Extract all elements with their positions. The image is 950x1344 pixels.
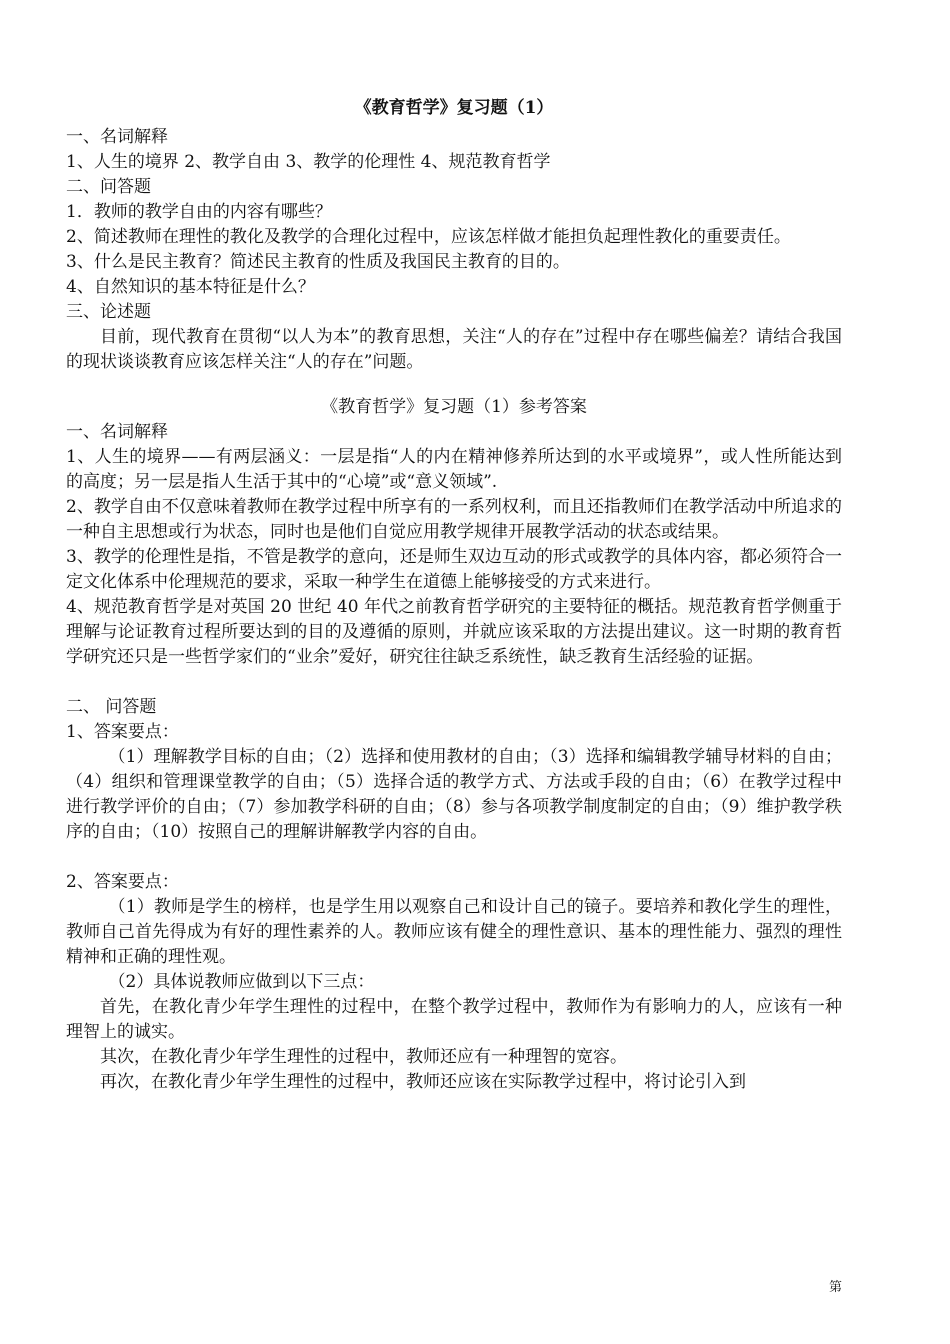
question-1: 1．教师的教学自由的内容有哪些？	[66, 202, 332, 222]
definition-4: 4、规范教育哲学是对英国 20 世纪 40 年代之前教育哲学研究的主要特征的概括。规范教育哲学侧重于理解与论证教育过程所要达到的目的及遵循的原则，并就应该采取的方法提出建议。这一时期的教育哲学研究还只是一些哲学家们的“业余”爱好，研究往往缺乏系统性，缺乏教育生活经验的证据。	[66, 597, 842, 667]
terms-list: 1、人生的境界 2、教学自由 3、教学的伦理性 4、规范教育哲学	[66, 152, 551, 172]
answer-2-paragraph-2: （2）具体说教师应做到以下三点：	[108, 972, 375, 992]
question-4: 4、自然知识的基本特征是什么？	[66, 277, 315, 297]
answer-2-heading: 2、答案要点：	[66, 872, 179, 892]
essay-question: 目前，现代教育在贯彻“以人为本”的教育思想，关注“人的存在”过程中存在哪些偏差？请结合我国的现状谈谈教育应该怎样关注“人的存在”问题。	[66, 327, 842, 372]
document-page	[66, 96, 842, 1095]
definition-1: 1、人生的境界——有两层涵义：一层是指“人的内在精神修养所达到的水平或境界”，或人性所能达到的高度；另一层是指人生活于其中的“心境”或“意义领域”.	[66, 447, 842, 492]
question-2: 2、简述教师在理性的教化及教学的合理化过程中，应该怎样做才能担负起理性教化的重要责任。	[66, 227, 791, 247]
question-3: 3、什么是民主教育？简述民主教育的性质及我国民主教育的目的。	[66, 252, 570, 272]
answer-1-heading: 1、答案要点：	[66, 722, 179, 742]
section-heading-essay: 三、论述题	[66, 302, 151, 322]
section-heading-qa: 二、问答题	[66, 177, 151, 197]
section-heading-terms: 一、名词解释	[66, 127, 168, 147]
answer-section-heading-qa: 二、 问答题	[66, 697, 157, 717]
answer-1-body: （1）理解教学目标的自由；（2）选择和使用教材的自由；（3）选择和编辑教学辅导材料的自由；（4）组织和管理课堂教学的自由；（5）选择合适的教学方式、方法或手段的自由；（6）在教学过程中进行教学评价的自由；（7）参加教学科研的自由；（8）参与各项教学制度制定的自由；（9）维护教学秩序的自由；（10）按照自己的理解讲解教学内容的自由。	[66, 747, 842, 842]
answer-section-heading-terms: 一、名词解释	[66, 422, 168, 442]
questions-title: 《教育哲学》复习题（1）	[354, 98, 554, 118]
spacer	[66, 670, 842, 695]
answer-2-paragraph-3: 首先，在教化青少年学生理性的过程中，在整个教学过程中，教师作为有影响力的人，应该有一种理智上的诚实。	[66, 997, 842, 1042]
answer-2-paragraph-4: 其次，在教化青少年学生理性的过程中，教师还应有一种理智的宽容。	[100, 1047, 627, 1067]
answers-title: 《教育哲学》复习题（1）参考答案	[321, 397, 587, 417]
spacer	[66, 845, 842, 870]
page-number: 第	[829, 1280, 843, 1295]
definition-2: 2、教学自由不仅意味着教师在教学过程中所享有的一系列权利，而且还指教师们在教学活动中所追求的一种自主思想或行为状态，同时也是他们自觉应用教学规律开展教学活动的状态或结果。	[66, 497, 842, 542]
definition-3: 3、教学的伦理性是指，不管是教学的意向，还是师生双边互动的形式或教学的具体内容，都必须符合一定文化体系中伦理规范的要求，采取一种学生在道德上能够接受的方式来进行。	[66, 547, 842, 592]
answer-2-paragraph-5: 再次，在教化青少年学生理性的过程中，教师还应该在实际教学过程中，将讨论引入到	[100, 1072, 746, 1092]
answer-2-paragraph-1: （1）教师是学生的榜样，也是学生用以观察自己和设计自己的镜子。要培养和教化学生的理性，教师自己首先得成为有好的理性素养的人。教师应该有健全的理性意识、基本的理性能力、强烈的理性精神和正确的理性观。	[66, 897, 842, 967]
